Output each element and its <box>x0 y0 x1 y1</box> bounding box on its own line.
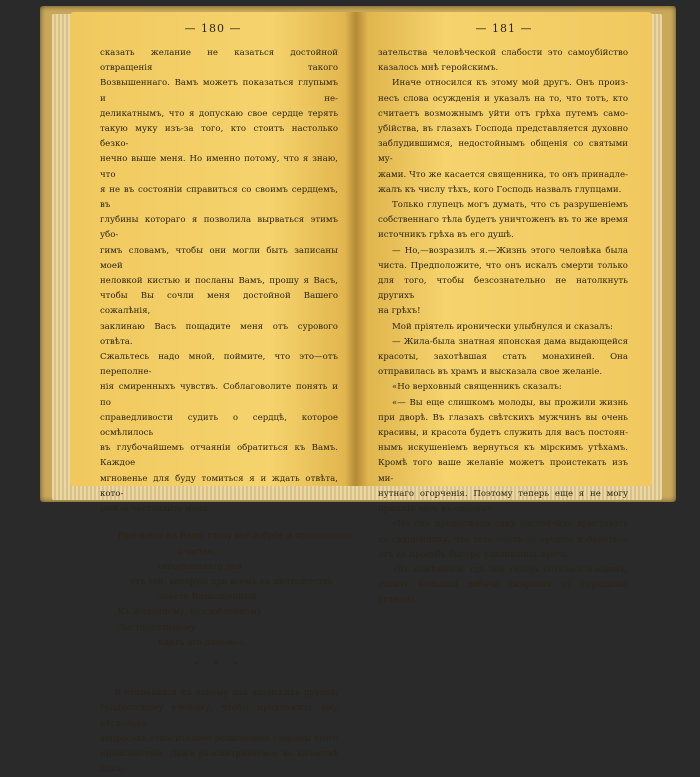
text-line: считаетъ возможнымъ уйти отъ грѣха путемъ само- <box>378 108 628 119</box>
text-line: для того, чтобы безсознательно не натолкнуть другихъ <box>378 276 628 302</box>
text-line: при дворѣ. Въ глазахъ свѣтскихъ мужчинъ вы очень <box>378 412 628 423</box>
left-page <box>70 12 356 775</box>
verse-line: сегодняшняго дня <box>158 561 243 572</box>
text-line: я не въ состояніи справиться со своимъ сердцемъ, въ <box>100 184 338 211</box>
text-line: нечно выше меня. Но именно потому, что я знаю, что <box>100 154 338 180</box>
letter-closing-verse <box>118 529 352 651</box>
text-line: въ глубочайшемъ отчаяніи обратиться къ Вамъ. Каждое <box>100 443 338 469</box>
verse-line: отъ той, которую при всемъ ея ничтожествѣ <box>130 576 333 587</box>
text-line: Возвышеннаго. Вамъ можетъ показаться глупымъ и не- <box>100 78 338 104</box>
text-line: жами. Что же касается священника, то онъ принадле- <box>378 169 628 180</box>
page-number-right: — 181 — <box>475 22 533 35</box>
right-page <box>356 12 652 606</box>
page-number-left: — 180 — <box>184 22 242 35</box>
right-page-text <box>378 46 628 609</box>
text-line: неловкой кистью и посланы Вамъ, прошу я Васъ, <box>100 276 338 287</box>
text-line: отправилась въ храмъ и высказала свое желаніе. <box>378 367 603 378</box>
text-line: «— Вы еще слишкомъ молоды, вы прожили жизнь <box>392 397 628 408</box>
text-line: заблудившимся, недостойнымъ общенія со святыми му- <box>378 139 628 165</box>
verse-line: знаетъ Возвышенный. <box>158 592 260 603</box>
text-line: несъ слова осужденія и указалъ на то, что тотъ, кто <box>378 93 628 104</box>
text-line: на грѣхъ! <box>378 306 421 317</box>
verse-line: идетъ это письмо». <box>158 637 246 648</box>
text-line: жалъ къ числу тѣхъ, кого Господь назвалъ глупцами. <box>378 184 622 195</box>
text-line: сказать желание не казаться достойной отвращенія такого <box>100 48 338 74</box>
text-line: такую муку изъ-за того, кто стоитъ настолько безко- <box>100 124 338 150</box>
section-divider-stars: * * * <box>194 660 244 671</box>
text-line: происшествія. Даже разсматриваемое въ качествѣ дока- <box>100 748 338 775</box>
text-line: вопросовъ относительно религіозной стороны этого <box>100 733 338 744</box>
text-line: чиста. Предположите, что онъ искалъ смерти только <box>378 260 628 271</box>
text-line: къ священнику, что тотъ счелъ за лучшее избавиться <box>378 534 628 545</box>
text-line: нутнаго огорченія. Поэтому теперь еще я не могу <box>378 488 628 499</box>
text-line: «Но она продолжала такъ настойчиво приставать <box>392 519 628 530</box>
left-paragraph-letter <box>100 46 338 517</box>
text-line: деликатнымъ, что я допускаю свое сердце терять <box>100 108 338 119</box>
text-line: справедливости судить о сердцѣ, которое осмѣлилось <box>100 412 338 439</box>
text-line: нія смиренныхъ чувствъ. Соблаговолите понять и по <box>100 382 338 408</box>
left-page-text <box>100 46 352 777</box>
text-line: гимъ словамъ, чтобы они могли быть записаны моей <box>100 245 338 271</box>
text-line: красивы, и красота будетъ служить для васъ постоян- <box>378 428 628 439</box>
text-line: Кромѣ того ваше желаніе можетъ проистекать изъ ми- <box>378 458 628 484</box>
left-paragraph-narrative <box>100 686 338 777</box>
text-line: зательства человѣческой слабости это самоубійство <box>378 48 628 58</box>
text-line: красоты, захотѣвшая стать монахиней. Она <box>378 352 628 363</box>
verse-line: Къ желанному, возлюбленному <box>118 607 262 618</box>
text-line: Сжальтесь надо мной, поймите, что это—отъ переполне- <box>100 352 338 378</box>
text-line: казалось мнѣ геройскимъ. <box>378 63 499 74</box>
text-line: — Жила-была знатная японская дама выдающейся <box>392 336 628 347</box>
text-line: чтобы Вы сочли меня достойной Вашего сожалѣнія, <box>100 291 338 317</box>
text-line: «Но верховный священникъ сказалъ: <box>392 382 562 393</box>
verse-line: Призывая на Вашу главу все доброе и приносящее <box>118 531 352 542</box>
verse-line: счастье, <box>178 546 216 557</box>
text-line: Иначе относился къ этому мой другъ. Онъ произ- <box>392 78 628 89</box>
text-line: источникъ грѣха въ его душѣ. <box>378 230 514 241</box>
text-line: Я отправился къ одному изъ японскихъ друзей, <box>114 688 338 699</box>
text-line: буддистскому ученому, чтобы предложить ему нѣсколько <box>100 703 338 729</box>
text-line: заклинаю Васъ пощадите меня отъ сурового отвѣта. <box>100 321 338 347</box>
text-line: Только глупецъ могъ думать, что съ разрушеніемъ <box>392 200 628 211</box>
text-line: рый осчастливить меня. <box>100 504 211 515</box>
text-line: стоялъ большой хибачи (жаровня съ горящими углями). <box>378 580 628 606</box>
text-line: убійства, въ глазахъ Господа представляется духовно <box>378 124 628 135</box>
text-line: мгновенье для буду томиться я и ждать отвѣта, кото- <box>100 473 338 499</box>
text-line: нымъ искушеніемъ вернуться къ мірскимъ утѣхамъ. <box>378 443 628 454</box>
verse-line: Достопочтимому <box>118 622 196 633</box>
text-line: собственнаго тѣла будетъ уничтоженъ въ то же время <box>378 215 628 226</box>
text-line: принять васъ въ орденъ». <box>378 504 495 515</box>
text-line: Мой пріятель иронически улыбнулся и сказалъ: <box>392 321 613 332</box>
text-line: «Въ помѣщеніи, гдѣ она теперь осталась наединѣ, <box>392 564 628 575</box>
text-line: отъ ея просьбъ быстро удалившись прочь. <box>378 549 571 560</box>
text-line: глубины котораго я позволила вырваться этимъ убо- <box>100 215 338 241</box>
text-line: — Но,—возразилъ я.—Жизнь этого человѣка была <box>392 245 628 256</box>
